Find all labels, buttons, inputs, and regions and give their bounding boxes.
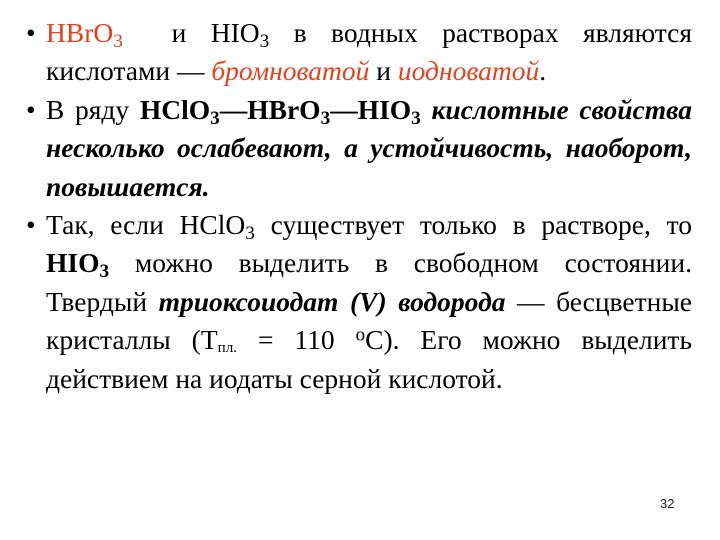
slide-body [26, 14, 692, 398]
term-bromic: бромноватой [211, 55, 370, 87]
bullet-2 [26, 91, 692, 206]
text-properties: кислотные свойства несколько ослабевают, а устойчивость, наоборот, повышается. [46, 93, 692, 202]
bullet-1 [26, 14, 692, 91]
formula-hio3-sub: 3 [259, 30, 270, 52]
bullet-3 [26, 206, 692, 398]
bullet-marker: • [26, 17, 36, 48]
bullet-marker: • [26, 93, 36, 125]
text-3d: — бесцветные кристаллы ($Т_{пл.} = 110$ $^о$С). Его можно выделить действием на иодаты серной кислотой. [46, 285, 693, 394]
text-3a: Так, если HClO$_3$ [46, 209, 255, 244]
formula-hio3: $HIO_3$ [46, 247, 110, 283]
term-trioxoiodate: триоксоиодат (V) водорода [158, 285, 506, 317]
text-conj: и [369, 55, 398, 87]
formula-hbro3: HBrO$_3$ [46, 17, 123, 52]
term-iodic: иодноватой [397, 55, 540, 87]
text-period: . [539, 55, 547, 87]
text-1: в водных растворах являются кислотами — [46, 17, 693, 87]
text-and: и HIO [122, 17, 260, 48]
text-3c: можно выделить в свободном состоянии. Твердый [46, 247, 692, 317]
text-series: В ряду [46, 93, 140, 125]
bullet-marker: • [26, 209, 36, 241]
formula-series: $HClO_3—HBrO_3—HIO_3$ [139, 93, 421, 129]
text-3b: существует только в растворе, то [254, 209, 692, 241]
page-number: 32 [660, 496, 675, 511]
